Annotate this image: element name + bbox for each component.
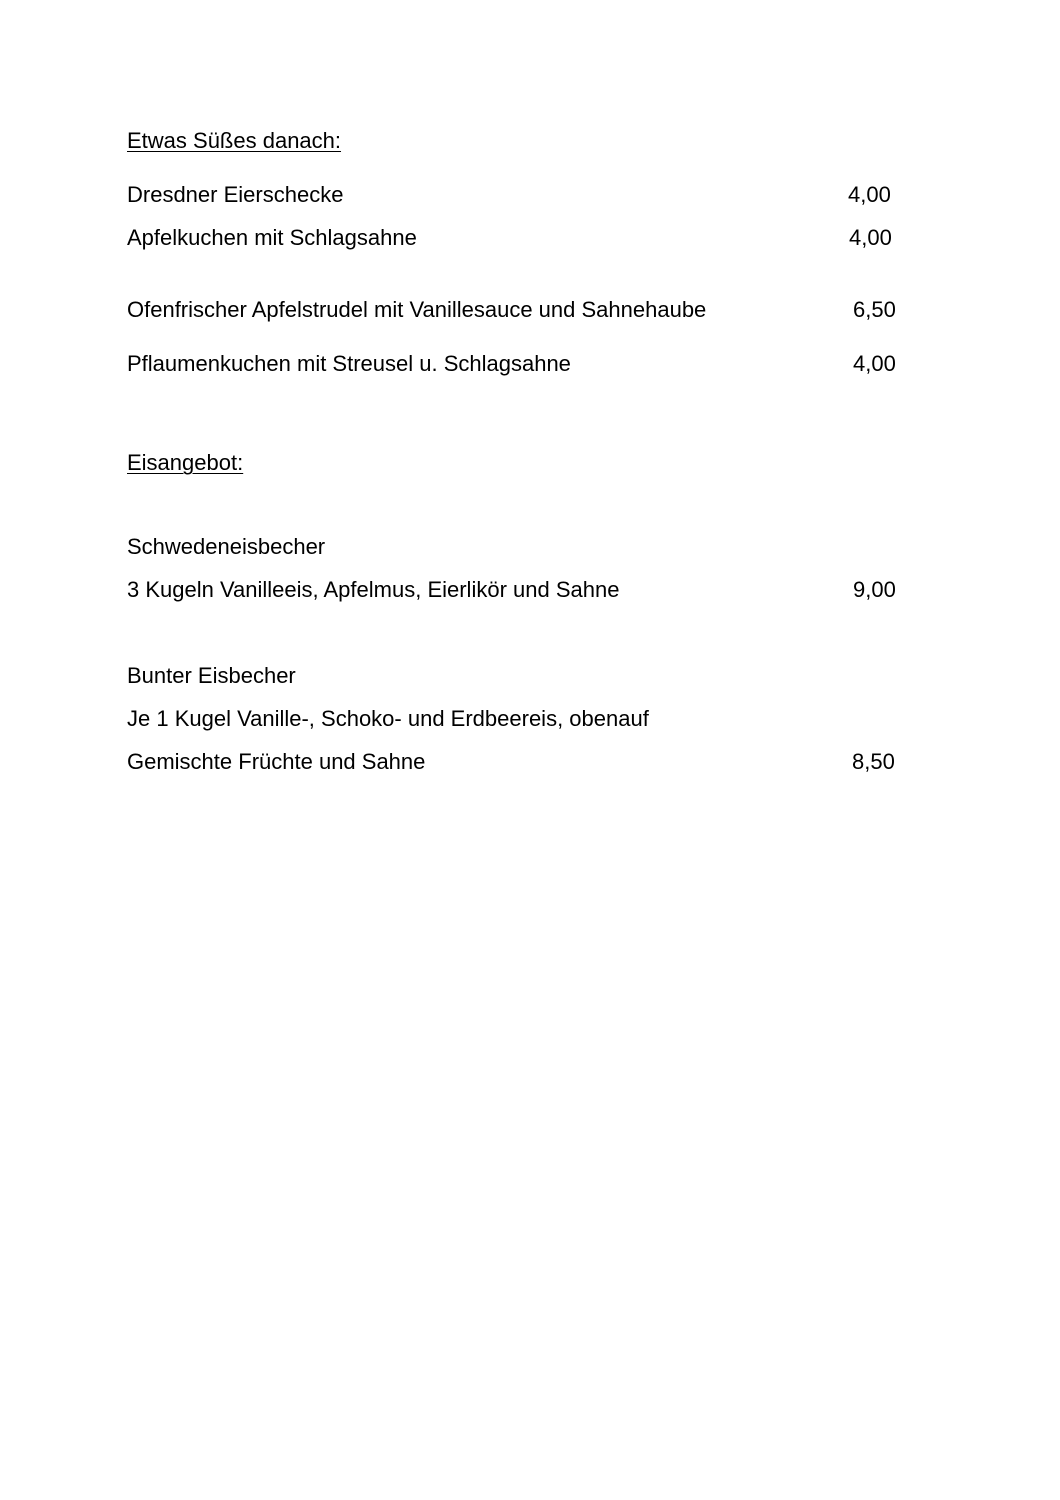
section-heading-desserts: Etwas Süßes danach: [127, 128, 342, 153]
menu-item-price: 6,50 [853, 297, 896, 322]
menu-item-name: Apfelkuchen mit Schlagsahne [127, 225, 417, 250]
menu-item-name: Pflaumenkuchen mit Streusel u. Schlagsahne [127, 351, 571, 376]
menu-item-description: Gemischte Früchte und Sahne [127, 749, 426, 774]
menu-item-price: 4,00 [848, 182, 891, 207]
menu-item-price: 4,00 [853, 351, 896, 376]
menu-item-name: Dresdner Eierschecke [127, 182, 344, 207]
menu-item-price: 9,00 [853, 577, 896, 602]
menu-item-title: Bunter Eisbecher [127, 663, 296, 688]
menu-item-price: 4,00 [849, 225, 892, 250]
menu-item-description: 3 Kugeln Vanilleeis, Apfelmus, Eierlikör und Sahne [127, 577, 620, 602]
menu-item-name: Ofenfrischer Apfelstrudel mit Vanillesauce und Sahnehaube [127, 297, 707, 322]
menu-item-title: Schwedeneisbecher [127, 534, 326, 559]
menu-item-description: Je 1 Kugel Vanille-, Schoko- und Erdbeereis, obenauf [127, 706, 649, 731]
section-heading-ice-cream: Eisangebot: [127, 450, 244, 475]
menu-item-price: 8,50 [852, 749, 895, 774]
